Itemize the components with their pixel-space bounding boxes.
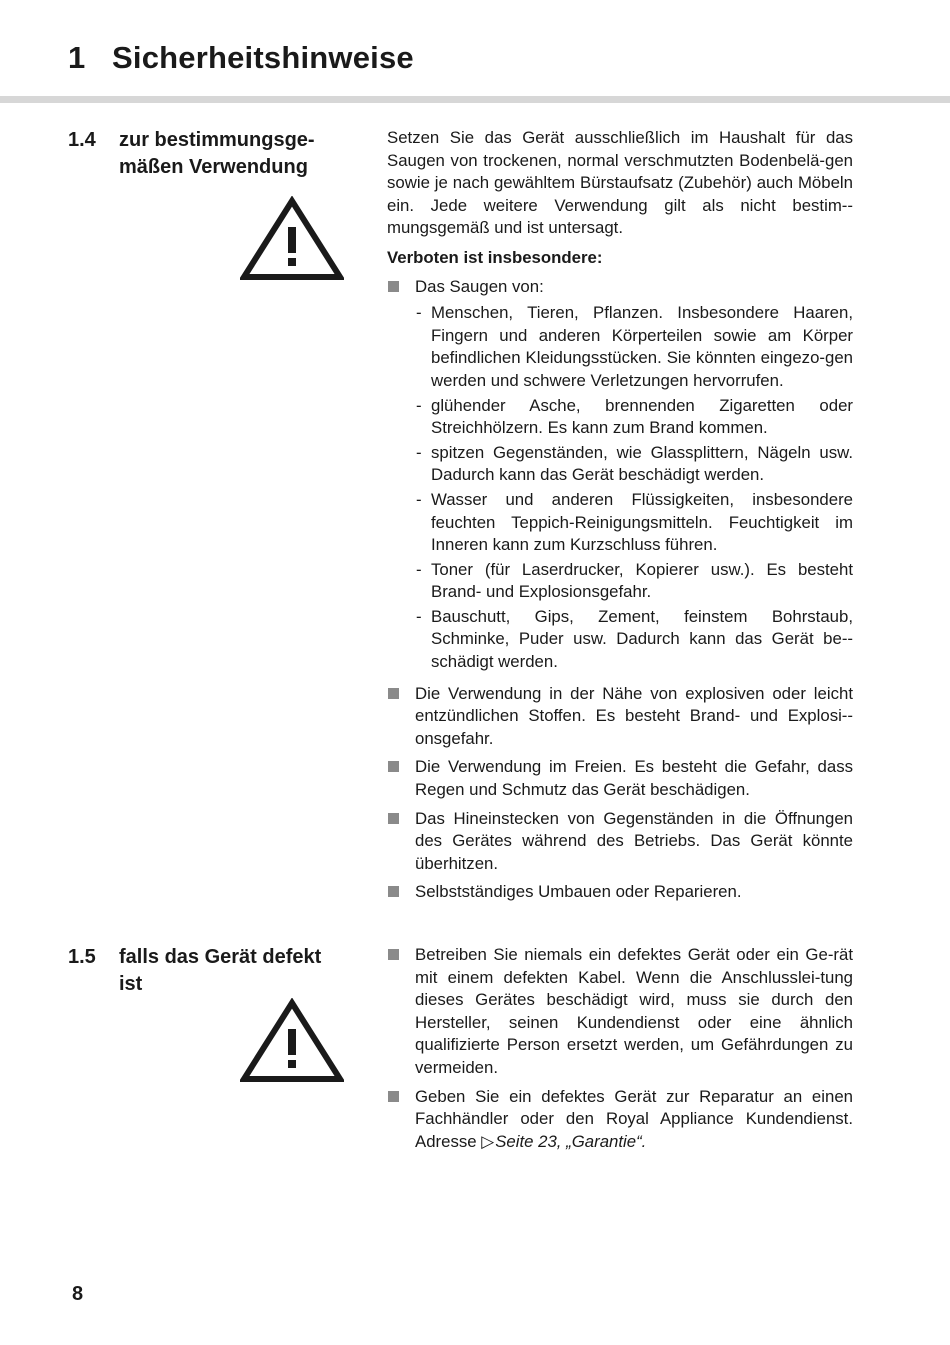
list-item-text: Geben Sie ein defektes Gerät zur Reparatur an einen Fachhändler oder den Royal Appliance Kundendienst. Adresse bbox=[415, 1086, 853, 1151]
prohibited-list bbox=[387, 276, 853, 904]
list-item bbox=[387, 276, 853, 674]
section-title-line: mäßen Verwendung bbox=[119, 156, 308, 178]
sub-list bbox=[415, 302, 853, 674]
sub-list-item: - Wasser und anderen Flüssigkeiten, insbesondere feuchten Teppich-Reinigungsmitteln. Feuchtigkeit im Inneren kann zum Kurzschluss führen. bbox=[415, 489, 853, 557]
section-title bbox=[119, 127, 347, 181]
page-header bbox=[0, 0, 950, 102]
section-number: 1.4 bbox=[68, 129, 96, 151]
sub-list-item: - spitzen Gegenständen, wie Glassplittern, Nägeln usw. Dadurch kann das Gerät beschädigt werden. bbox=[415, 442, 853, 487]
warning-triangle-icon bbox=[240, 196, 344, 282]
reference-arrow-icon: ▷ bbox=[481, 1131, 495, 1151]
section-title-line: falls das Gerät defekt bbox=[119, 946, 322, 968]
defect-list bbox=[387, 944, 853, 1153]
sub-list-item: - glühender Asche, brennenden Zigaretten oder Streichhölzern. Es kann zum Brand kommen. bbox=[415, 395, 853, 440]
chapter-title bbox=[68, 40, 414, 76]
section-title bbox=[119, 944, 347, 998]
header-divider bbox=[0, 96, 950, 103]
list-item-text: Das Saugen von: bbox=[415, 276, 544, 296]
section-body bbox=[387, 944, 853, 1159]
list-item: Die Verwendung im Freien. Es besteht die Gefahr, dass Regen und Schmutz das Gerät beschädigen. bbox=[387, 756, 853, 801]
list-item: Selbstständiges Umbauen oder Reparieren. bbox=[387, 881, 853, 904]
list-item: Betreiben Sie niemals ein defektes Gerät oder ein Ge-rät mit einem defekten Kabel. Wenn die Anschlusslei-tung dieses Gerätes beschädigt wird, muss sie durch den Hersteller, seinen Kundendienst oder eine ähnlich qualifizierte Person ersetzt werden, um Gefährdungen zu vermeiden. bbox=[387, 944, 853, 1080]
sub-list-item: - Bauschutt, Gips, Zement, feinstem Bohrstaub, Schminke, Puder usw. Dadurch kann das Gerät be-schädigt werden. bbox=[415, 606, 853, 674]
warning-triangle-icon bbox=[240, 998, 344, 1084]
prohibited-lead: Verboten ist insbesondere: bbox=[387, 247, 603, 267]
list-item bbox=[387, 1086, 853, 1154]
sub-list-item: - Toner (für Laserdrucker, Kopierer usw.). Es besteht Brand- und Explosionsgefahr. bbox=[415, 559, 853, 604]
list-item: Die Verwendung in der Nähe von explosiven oder leicht entzündlichen Stoffen. Es besteht Brand- und Explosi-onsgefahr. bbox=[387, 683, 853, 751]
section-title-line: ist bbox=[119, 973, 143, 995]
intro-paragraph: Setzen Sie das Gerät ausschließlich im Haushalt für das Saugen von trockenen, normal verschmutzten Bodenbelä-gen sowie je nach gewähltem Bürstaufsatz (Zubehör) auch Möbeln ein. Jede weitere Verwendung gilt als nicht bestim-mungsgemäß und ist untersagt. bbox=[387, 128, 853, 238]
section-body bbox=[387, 127, 853, 910]
chapter-title-text: Sicherheitshinweise bbox=[112, 40, 414, 75]
page-reference-link[interactable]: Seite 23, „Garantie“. bbox=[495, 1131, 647, 1151]
section-title-line: zur bestimmungsge- bbox=[119, 129, 315, 151]
page-number: 8 bbox=[72, 1283, 84, 1305]
chapter-number: 1 bbox=[68, 40, 86, 75]
list-item: Das Hineinstecken von Gegenständen in die Öffnungen des Gerätes während des Betriebs. Das Gerät könnte überhitzen. bbox=[387, 808, 853, 876]
sub-list-item: - Menschen, Tieren, Pflanzen. Insbesondere Haaren, Fingern und anderen Körperteilen sowie am Körper befindlichen Kleidungsstücken. Sie könnten eingezo-gen werden und schwere Verletzungen hervorrufen. bbox=[415, 302, 853, 392]
section-number: 1.5 bbox=[68, 946, 96, 968]
